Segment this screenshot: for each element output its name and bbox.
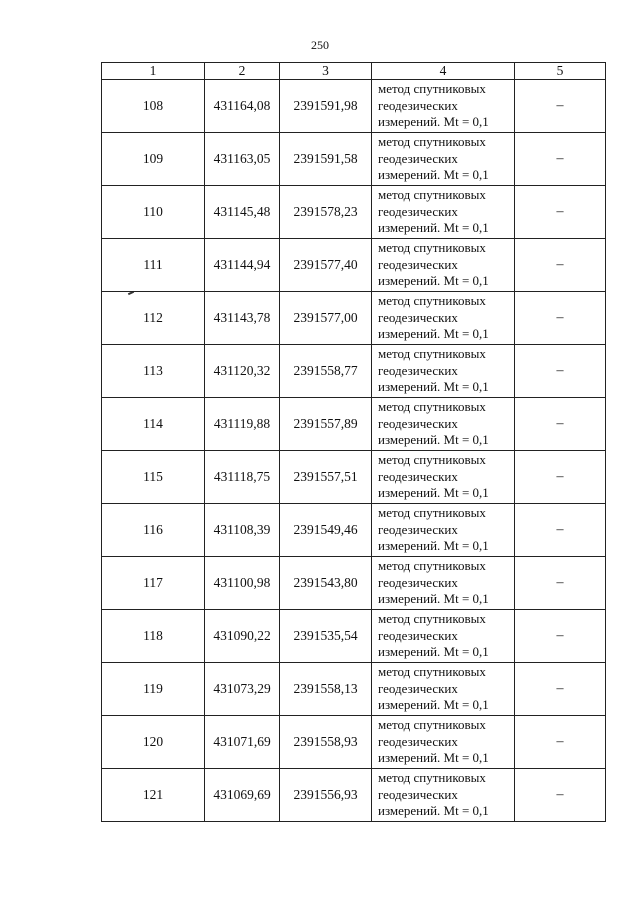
- table-row: [102, 292, 606, 345]
- table-row: [102, 80, 606, 133]
- method-cell: [372, 557, 515, 610]
- point-number-cell: 108: [102, 80, 205, 133]
- col5-cell: –: [515, 557, 606, 610]
- x-coordinate-cell: 431100,98: [205, 557, 280, 610]
- method-line: измерений. Mt = 0,1: [378, 803, 489, 819]
- method-line: измерений. Mt = 0,1: [378, 273, 489, 289]
- col5-cell: –: [515, 345, 606, 398]
- y-coordinate-cell: 2391556,93: [280, 769, 372, 822]
- method-line: измерений. Mt = 0,1: [378, 485, 489, 501]
- method-line: измерений. Mt = 0,1: [378, 697, 489, 713]
- col5-cell: –: [515, 398, 606, 451]
- method-cell: [372, 610, 515, 663]
- method-line: метод спутниковых: [378, 240, 486, 256]
- x-coordinate-cell: 431069,69: [205, 769, 280, 822]
- method-line: геодезических: [378, 468, 458, 484]
- method-line: метод спутниковых: [378, 187, 486, 203]
- point-number-cell: 119: [102, 663, 205, 716]
- table-row: [102, 557, 606, 610]
- header-col-3: 3: [280, 63, 372, 80]
- y-coordinate-cell: 2391558,93: [280, 716, 372, 769]
- point-number-cell: 112: [102, 292, 205, 345]
- method-cell: [372, 451, 515, 504]
- y-coordinate-cell: 2391535,54: [280, 610, 372, 663]
- y-coordinate-cell: 2391549,46: [280, 504, 372, 557]
- y-coordinate-cell: 2391558,13: [280, 663, 372, 716]
- method-line: геодезических: [378, 150, 458, 166]
- x-coordinate-cell: 431073,29: [205, 663, 280, 716]
- header-col-5: 5: [515, 63, 606, 80]
- col5-cell: –: [515, 716, 606, 769]
- table-row: [102, 769, 606, 822]
- method-cell: [372, 239, 515, 292]
- table-row: [102, 663, 606, 716]
- method-cell: [372, 769, 515, 822]
- method-line: измерений. Mt = 0,1: [378, 644, 489, 660]
- col5-cell: –: [515, 769, 606, 822]
- method-line: измерений. Mt = 0,1: [378, 220, 489, 236]
- col5-cell: –: [515, 186, 606, 239]
- method-line: геодезических: [378, 415, 458, 431]
- x-coordinate-cell: 431120,32: [205, 345, 280, 398]
- method-line: геодезических: [378, 362, 458, 378]
- method-cell: [372, 504, 515, 557]
- table-row: [102, 451, 606, 504]
- x-coordinate-cell: 431118,75: [205, 451, 280, 504]
- col5-cell: –: [515, 292, 606, 345]
- method-line: геодезических: [378, 627, 458, 643]
- method-line: метод спутниковых: [378, 717, 486, 733]
- method-line: измерений. Mt = 0,1: [378, 591, 489, 607]
- y-coordinate-cell: 2391591,98: [280, 80, 372, 133]
- method-cell: [372, 398, 515, 451]
- y-coordinate-cell: 2391558,77: [280, 345, 372, 398]
- col5-cell: –: [515, 610, 606, 663]
- x-coordinate-cell: 431163,05: [205, 133, 280, 186]
- point-number-cell: 111: [102, 239, 205, 292]
- method-line: метод спутниковых: [378, 399, 486, 415]
- method-cell: [372, 80, 515, 133]
- method-cell: [372, 663, 515, 716]
- header-col-4: 4: [372, 63, 515, 80]
- x-coordinate-cell: 431071,69: [205, 716, 280, 769]
- y-coordinate-cell: 2391577,00: [280, 292, 372, 345]
- method-line: метод спутниковых: [378, 81, 486, 97]
- x-coordinate-cell: 431108,39: [205, 504, 280, 557]
- point-number-cell: 116: [102, 504, 205, 557]
- point-number-cell: 109: [102, 133, 205, 186]
- table-row: [102, 504, 606, 557]
- method-line: метод спутниковых: [378, 770, 486, 786]
- method-line: геодезических: [378, 574, 458, 590]
- col5-cell: –: [515, 451, 606, 504]
- method-line: геодезических: [378, 786, 458, 802]
- method-line: метод спутниковых: [378, 452, 486, 468]
- method-line: метод спутниковых: [378, 558, 486, 574]
- y-coordinate-cell: 2391577,40: [280, 239, 372, 292]
- method-cell: [372, 345, 515, 398]
- table-row: [102, 716, 606, 769]
- table-row: [102, 239, 606, 292]
- method-line: геодезических: [378, 680, 458, 696]
- point-number-cell: 114: [102, 398, 205, 451]
- method-line: метод спутниковых: [378, 346, 486, 362]
- y-coordinate-cell: 2391543,80: [280, 557, 372, 610]
- point-number-cell: 110: [102, 186, 205, 239]
- method-line: геодезических: [378, 203, 458, 219]
- col5-cell: –: [515, 663, 606, 716]
- point-number-cell: 121: [102, 769, 205, 822]
- x-coordinate-cell: 431143,78: [205, 292, 280, 345]
- method-line: метод спутниковых: [378, 611, 486, 627]
- method-line: измерений. Mt = 0,1: [378, 114, 489, 130]
- method-line: измерений. Mt = 0,1: [378, 326, 489, 342]
- y-coordinate-cell: 2391578,23: [280, 186, 372, 239]
- method-cell: [372, 133, 515, 186]
- method-line: измерений. Mt = 0,1: [378, 538, 489, 554]
- method-cell: [372, 716, 515, 769]
- header-row: [102, 63, 606, 80]
- point-number-cell: 120: [102, 716, 205, 769]
- x-coordinate-cell: 431090,22: [205, 610, 280, 663]
- method-line: измерений. Mt = 0,1: [378, 167, 489, 183]
- x-coordinate-cell: 431144,94: [205, 239, 280, 292]
- y-coordinate-cell: 2391557,89: [280, 398, 372, 451]
- table-row: [102, 345, 606, 398]
- x-coordinate-cell: 431119,88: [205, 398, 280, 451]
- col5-cell: –: [515, 80, 606, 133]
- point-number-cell: 113: [102, 345, 205, 398]
- method-line: геодезических: [378, 733, 458, 749]
- coordinates-table: [101, 62, 606, 822]
- method-cell: [372, 186, 515, 239]
- method-line: геодезических: [378, 309, 458, 325]
- method-line: геодезических: [378, 521, 458, 537]
- table-row: [102, 186, 606, 239]
- method-line: метод спутниковых: [378, 505, 486, 521]
- page-number: 250: [311, 38, 329, 52]
- table-row: [102, 398, 606, 451]
- method-line: метод спутниковых: [378, 664, 486, 680]
- method-line: метод спутниковых: [378, 134, 486, 150]
- method-line: измерений. Mt = 0,1: [378, 432, 489, 448]
- x-coordinate-cell: 431164,08: [205, 80, 280, 133]
- point-number-cell: 115: [102, 451, 205, 504]
- method-line: геодезических: [378, 256, 458, 272]
- col5-cell: –: [515, 239, 606, 292]
- point-number-cell: 118: [102, 610, 205, 663]
- header-col-2: 2: [205, 63, 280, 80]
- method-cell: [372, 292, 515, 345]
- x-coordinate-cell: 431145,48: [205, 186, 280, 239]
- method-line: геодезических: [378, 97, 458, 113]
- table-row: [102, 610, 606, 663]
- point-number-cell: 117: [102, 557, 205, 610]
- col5-cell: –: [515, 504, 606, 557]
- header-col-1: 1: [102, 63, 205, 80]
- y-coordinate-cell: 2391557,51: [280, 451, 372, 504]
- method-line: измерений. Mt = 0,1: [378, 379, 489, 395]
- table-row: [102, 133, 606, 186]
- y-coordinate-cell: 2391591,58: [280, 133, 372, 186]
- col5-cell: –: [515, 133, 606, 186]
- method-line: измерений. Mt = 0,1: [378, 750, 489, 766]
- method-line: метод спутниковых: [378, 293, 486, 309]
